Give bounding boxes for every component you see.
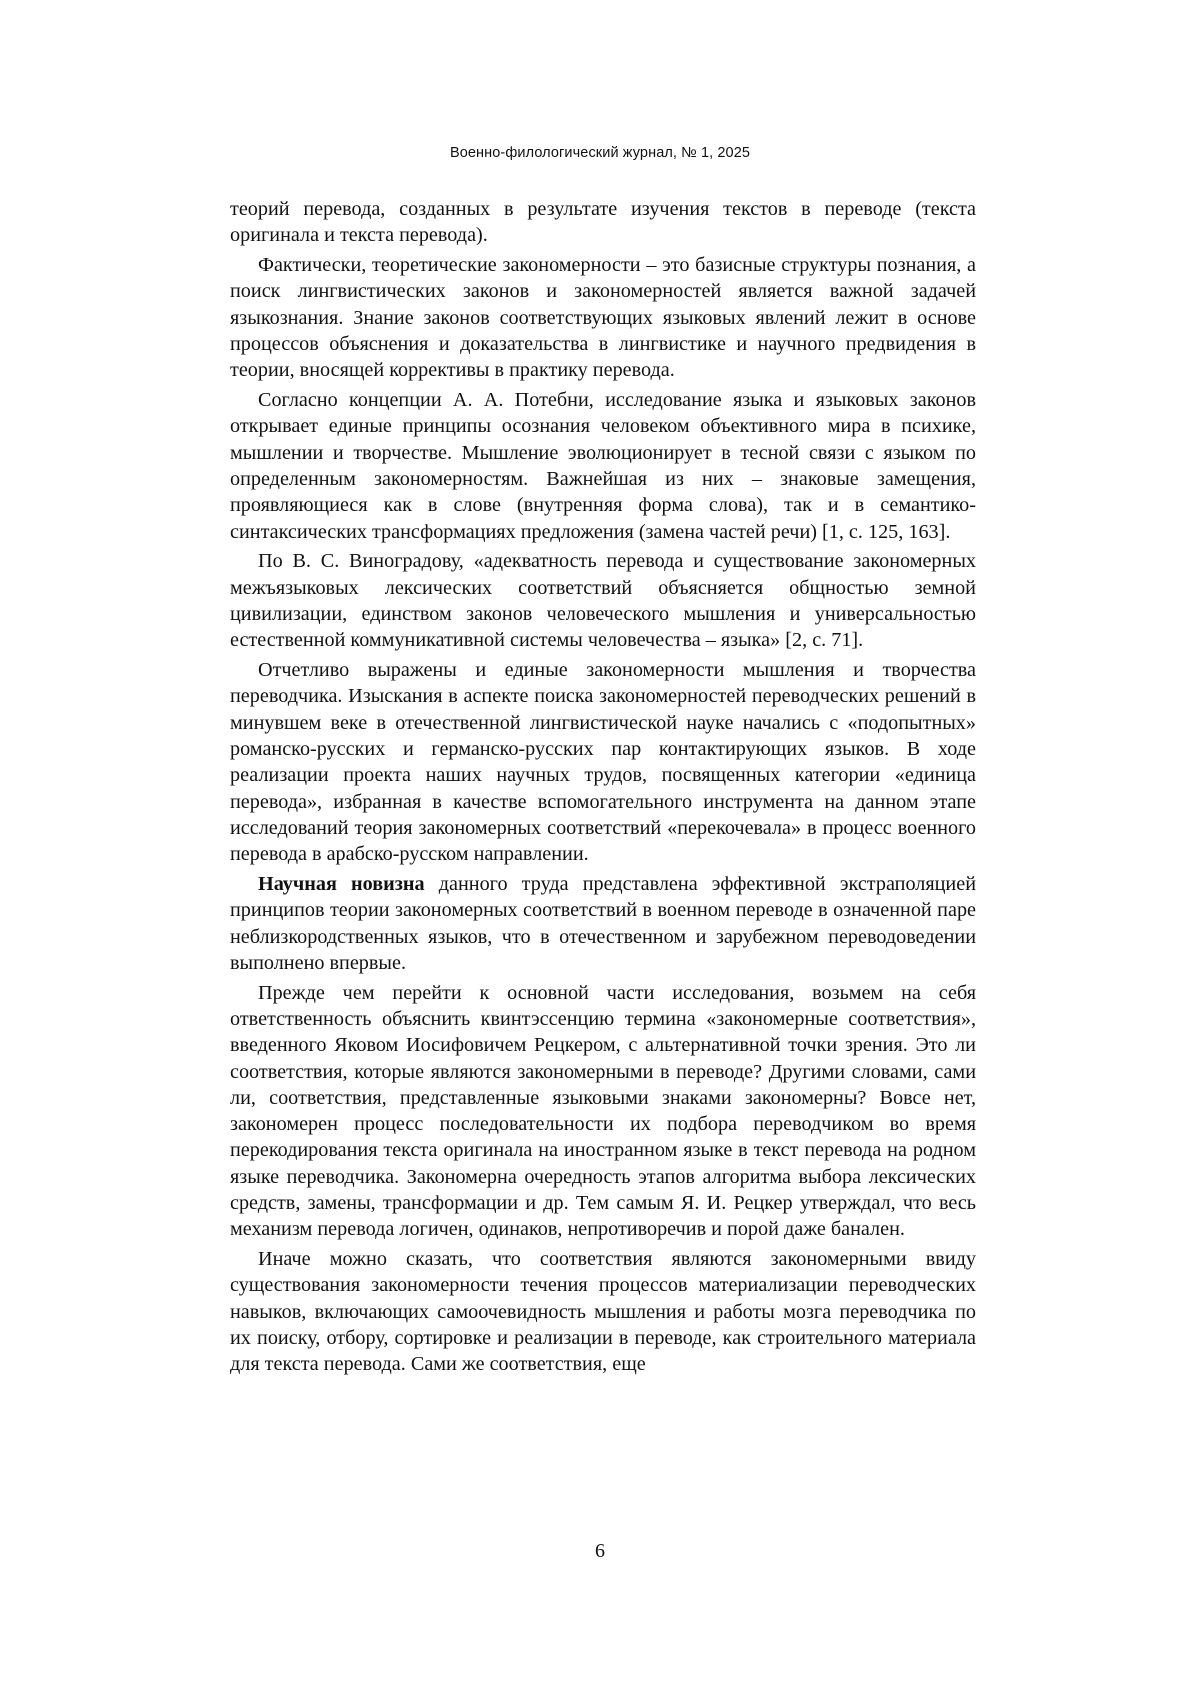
paragraph-4: По В. С. Виноградову, «адекватность перевода и существование закономерных межъязыковых лексических соответствий объясняется общностью земной цивилизации, единством законов человеческого мышления и универсальностью естественной коммуникативной системы человечества – языка» [2, с. 71]. xyxy=(230,550,976,652)
running-header: Военно-филологический журнал, № 1, 2025 xyxy=(449,145,751,161)
paragraph-5: Отчетливо выражены и единые закономерности мышления и творчества переводчика. Изыскания в аспекте поиска закономерностей переводческих решений в минувшем веке в отечественной лингвистической науке начались с «подопытных» романско-русских и германско-русских пар контактирующих языков. В ходе реализации проекта наших научных трудов, посвященных категории «единица перевода», избранная в качестве вспомогательного инструмента на данном этапе исследований теория закономерных соответствий «перекочевала» в процесс военного перевода в арабско-русском направлении. xyxy=(230,659,976,866)
paragraph-6 xyxy=(230,871,976,976)
paragraph-8: Иначе можно сказать, что соответствия являются закономерными ввиду существования закономерности течения процессов материализации переводческих навыков, включающих самоочевидность мышления и работы мозга переводчика по их поиску, отбору, сортировке и реализации в переводе, как строительного материала для текста перевода. Сами же соответствия, еще xyxy=(230,1248,976,1376)
paragraph-7: Прежде чем перейти к основной части исследования, возьмем на себя ответственность объяснить квинтэссенцию термина «закономерные соответствия», введенного Яковом Иосифовичем Рецкером, с альтернативной точки зрения. Это ли соответствия, которые являются закономерными в переводе? Другими словами, сами ли, соответствия, представленные языковыми знаками закономерны? Вовсе нет, закономерен процесс последовательности их подбора переводчиком во время перекодирования текста оригинала на иностранном языке в текст перевода на родном языке переводчика. Закономерна очередность этапов алгоритма выбора лексических средств, замены, трансформации и др. Тем самым Я. И. Рецкер утверждал, что весь механизм перевода логичен, одинаков, непротиворечив и порой даже банален. xyxy=(230,981,976,1241)
paragraph-6-text: данного труда представлена эффективной экстраполяцией принципов теории закономерных соответствий в военном переводе в означенной паре неблизкородственных языков, что в отечественном и зарубежном переводоведении выполнено впервые. xyxy=(230,872,976,974)
paragraph-3: Согласно концепции А. А. Потебни, исследование языка и языковых законов открывает единые принципы осознания человеком объективного мира в психике, мышлении и творчестве. Мышление эволюционирует в тесной связи с языком по определенным закономерностям. Важнейшая из них – знаковые замещения, проявляющиеся как в слове (внутренняя форма слова), так и в семантико-синтаксических трансформациях предложения (замена частей речи) [1, с. 125, 163]. xyxy=(230,389,976,543)
body-text xyxy=(230,196,976,1381)
paragraph-1: теорий перевода, созданных в результате изучения текстов в переводе (текста оригинала и текста перевода). xyxy=(230,198,976,247)
page-number: 6 xyxy=(595,1540,605,1562)
scientific-novelty-heading: Научная новизна xyxy=(258,872,425,895)
paragraph-2: Фактически, теоретические закономерности – это базисные структуры познания, а поиск лингвистических законов и закономерностей является важной задачей языкознания. Знание законов соответствующих языковых явлений лежит в основе процессов объяснения и доказательства в лингвистике и научного предвидения в теории, вносящей коррективы в практику перевода. xyxy=(230,254,976,382)
